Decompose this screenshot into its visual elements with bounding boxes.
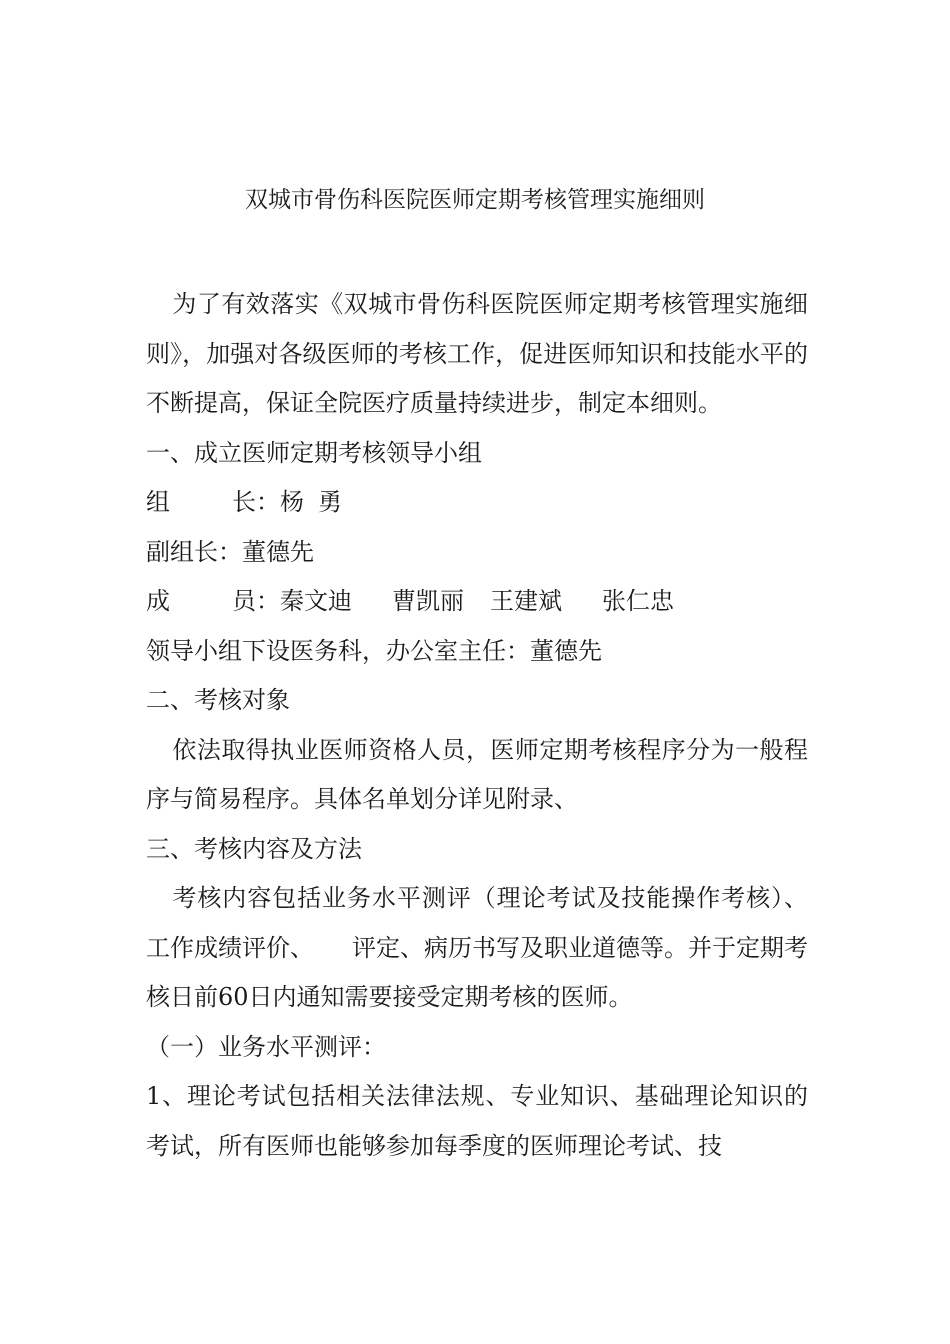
office-note: 领导小组下设医务科，办公室主任：董德先 (146, 636, 602, 665)
members-line (146, 577, 808, 627)
section-2-heading: 二、考核对象 (146, 686, 290, 714)
member-name: 秦文迪 (280, 587, 352, 615)
deputy-line (146, 528, 808, 578)
intro-paragraph: 为了有效落实《双城市骨伤科医院医师定期考核管理实施细则》，加强对各级医师的考核工作，促进医师知识和技能水平的不断提高，保证全院医疗质量持续进步，制定本细则。 (146, 290, 808, 417)
member-name: 曹凯丽 (392, 587, 464, 615)
document-body (146, 280, 808, 1171)
section-1-heading: 一、成立医师定期考核领导小组 (146, 438, 482, 467)
section-3-paragraph (146, 874, 808, 1023)
leader-name-b: 勇 (318, 488, 342, 516)
deputy-name: 董德先 (242, 537, 314, 566)
section-3-heading: 三、考核内容及方法 (146, 834, 362, 863)
members-label-a: 成 (146, 587, 170, 615)
member-name: 王建斌 (490, 587, 562, 615)
deputy-label: 副组长： (146, 537, 242, 566)
subsection-1-heading: （一）业务水平测评： (146, 1032, 386, 1061)
leader-line (146, 478, 808, 528)
section-3-text-part1: 考核内容包括业务水平测评（理论考试及技能操作考核）、工作成绩评价、 (146, 884, 808, 962)
document-title: 双城市骨伤科医院医师定期考核管理实施细则 (245, 187, 705, 213)
members-label-b: 员： (232, 587, 280, 615)
section-3-text-part2: 评定、病历书写及职业道德等。并于定期考核日前60日内通知需要接受定期考核的医师。 (146, 933, 808, 1011)
leader-label-b: 长： (232, 488, 280, 516)
member-name: 张仁忠 (602, 587, 674, 615)
section-2-paragraph: 依法取得执业医师资格人员，医师定期考核程序分为一般程序与简易程序。具体名单划分详见附录、 (146, 735, 808, 813)
leader-name-a: 杨 (280, 488, 304, 516)
leader-label-a: 组 (146, 488, 170, 516)
item-1-paragraph: 1、理论考试包括相关法律法规、专业知识、基础理论知识的考试，所有医师也能够参加每季度的医师理论考试、技 (146, 1082, 808, 1160)
